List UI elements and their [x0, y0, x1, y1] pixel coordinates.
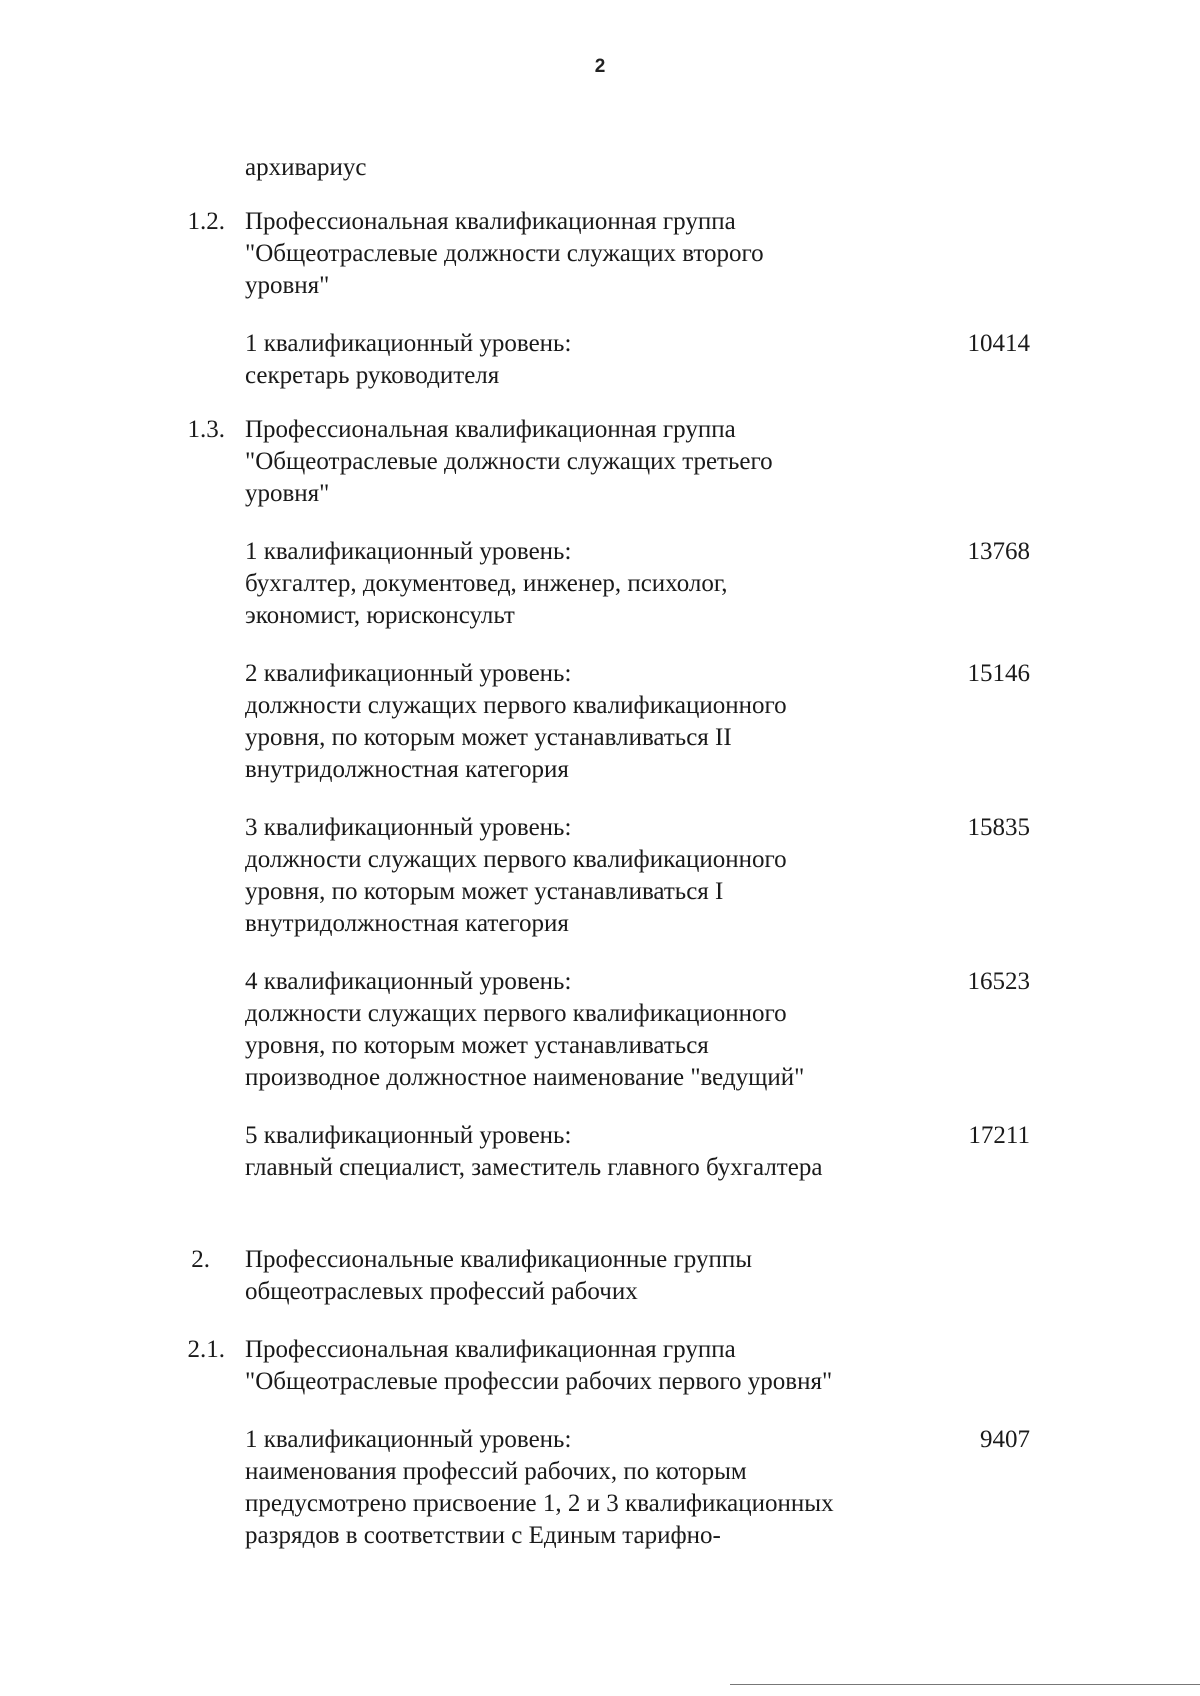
entry-line: наименования профессий рабочих, по которым	[245, 1458, 747, 1485]
entry-line: главный специалист, заместитель главного бухгалтера	[245, 1154, 823, 1181]
entry-line: "Общеотраслевые профессии рабочих первого уровня"	[245, 1368, 833, 1395]
entry-line: 1 квалификационный уровень:	[245, 538, 572, 565]
entry-line: 3 квалификационный уровень:	[245, 814, 572, 841]
salary-value: 9407	[980, 1426, 1030, 1453]
entry-group-2-1	[0, 1334, 1200, 1398]
entry-text	[245, 1334, 925, 1398]
entry-number: 2.1.	[187, 1336, 225, 1363]
entry-line: экономист, юрисконсульт	[245, 602, 515, 629]
footer-rule	[730, 1684, 1200, 1685]
entry-text	[245, 536, 925, 632]
entry-group-1-2	[0, 206, 1200, 302]
entry-text	[245, 152, 925, 184]
entry-text	[245, 414, 925, 510]
entry-text	[245, 328, 925, 392]
salary-value: 15835	[967, 814, 1030, 841]
entry-line: 1 квалификационный уровень:	[245, 330, 572, 357]
entry-line: Профессиональная квалификационная группа	[245, 208, 736, 235]
entry-line: должности служащих первого квалификационного	[245, 846, 787, 873]
entry-line: должности служащих первого квалификационного	[245, 1000, 787, 1027]
entry-line: "Общеотраслевые должности служащих третьего	[245, 448, 773, 475]
salary-value: 17211	[968, 1122, 1030, 1149]
entry-line: бухгалтер, документовед, инженер, психолог,	[245, 570, 728, 597]
entry-line: уровня, по которым может устанавливаться	[245, 1032, 709, 1059]
entry-line: 5 квалификационный уровень:	[245, 1122, 572, 1149]
entry-line: общеотраслевых профессий рабочих	[245, 1278, 638, 1305]
entry-text	[245, 1244, 925, 1308]
entry-line: 1 квалификационный уровень:	[245, 1426, 572, 1453]
entry-level	[0, 812, 1200, 940]
entry-line: архивариус	[245, 154, 367, 181]
entry-text	[245, 812, 925, 940]
entry-level	[0, 328, 1200, 392]
entry-line: внутридолжностная категория	[245, 756, 569, 783]
entry-level	[0, 1120, 1200, 1184]
entry-number: 1.3.	[187, 416, 225, 443]
salary-value: 10414	[967, 330, 1030, 357]
entry-line: уровня, по которым может устанавливаться I	[245, 878, 724, 905]
entry-text	[245, 1120, 925, 1184]
entry-level	[0, 1424, 1200, 1552]
salary-value: 13768	[967, 538, 1030, 565]
entry-line: уровня, по которым может устанавливаться II	[245, 724, 732, 751]
page-number: 2	[594, 56, 606, 77]
entry-line: производное должностное наименование "ведущий"	[245, 1064, 805, 1091]
salary-value: 15146	[967, 660, 1030, 687]
entry-group-1-3	[0, 414, 1200, 510]
entry-line: разрядов в соответствии с Единым тарифно-	[245, 1522, 721, 1549]
entry-line: уровня"	[245, 480, 330, 507]
document-body	[0, 152, 1200, 1552]
entry-text	[245, 1424, 925, 1552]
entry-archivist	[0, 152, 1200, 184]
entry-line: 2 квалификационный уровень:	[245, 660, 572, 687]
entry-line: внутридолжностная категория	[245, 910, 569, 937]
entry-line: секретарь руководителя	[245, 362, 500, 389]
entry-line: "Общеотраслевые должности служащих второго	[245, 240, 764, 267]
entry-line: Профессиональные квалификационные группы	[245, 1246, 753, 1273]
entry-line: должности служащих первого квалификационного	[245, 692, 787, 719]
entry-line: уровня"	[245, 272, 330, 299]
entry-line: Профессиональная квалификационная группа	[245, 416, 736, 443]
entry-text	[245, 966, 925, 1094]
entry-level	[0, 966, 1200, 1094]
entry-number: 1.2.	[187, 208, 225, 235]
entry-line: 4 квалификационный уровень:	[245, 968, 572, 995]
entry-text	[245, 206, 925, 302]
entry-level	[0, 536, 1200, 632]
entry-text	[245, 658, 925, 786]
entry-level	[0, 658, 1200, 786]
entry-line: предусмотрено присвоение 1, 2 и 3 квалификационных	[245, 1490, 834, 1517]
entry-line: Профессиональная квалификационная группа	[245, 1336, 736, 1363]
salary-value: 16523	[967, 968, 1030, 995]
section-number: 2.	[191, 1246, 210, 1273]
entry-section-2	[0, 1244, 1200, 1308]
